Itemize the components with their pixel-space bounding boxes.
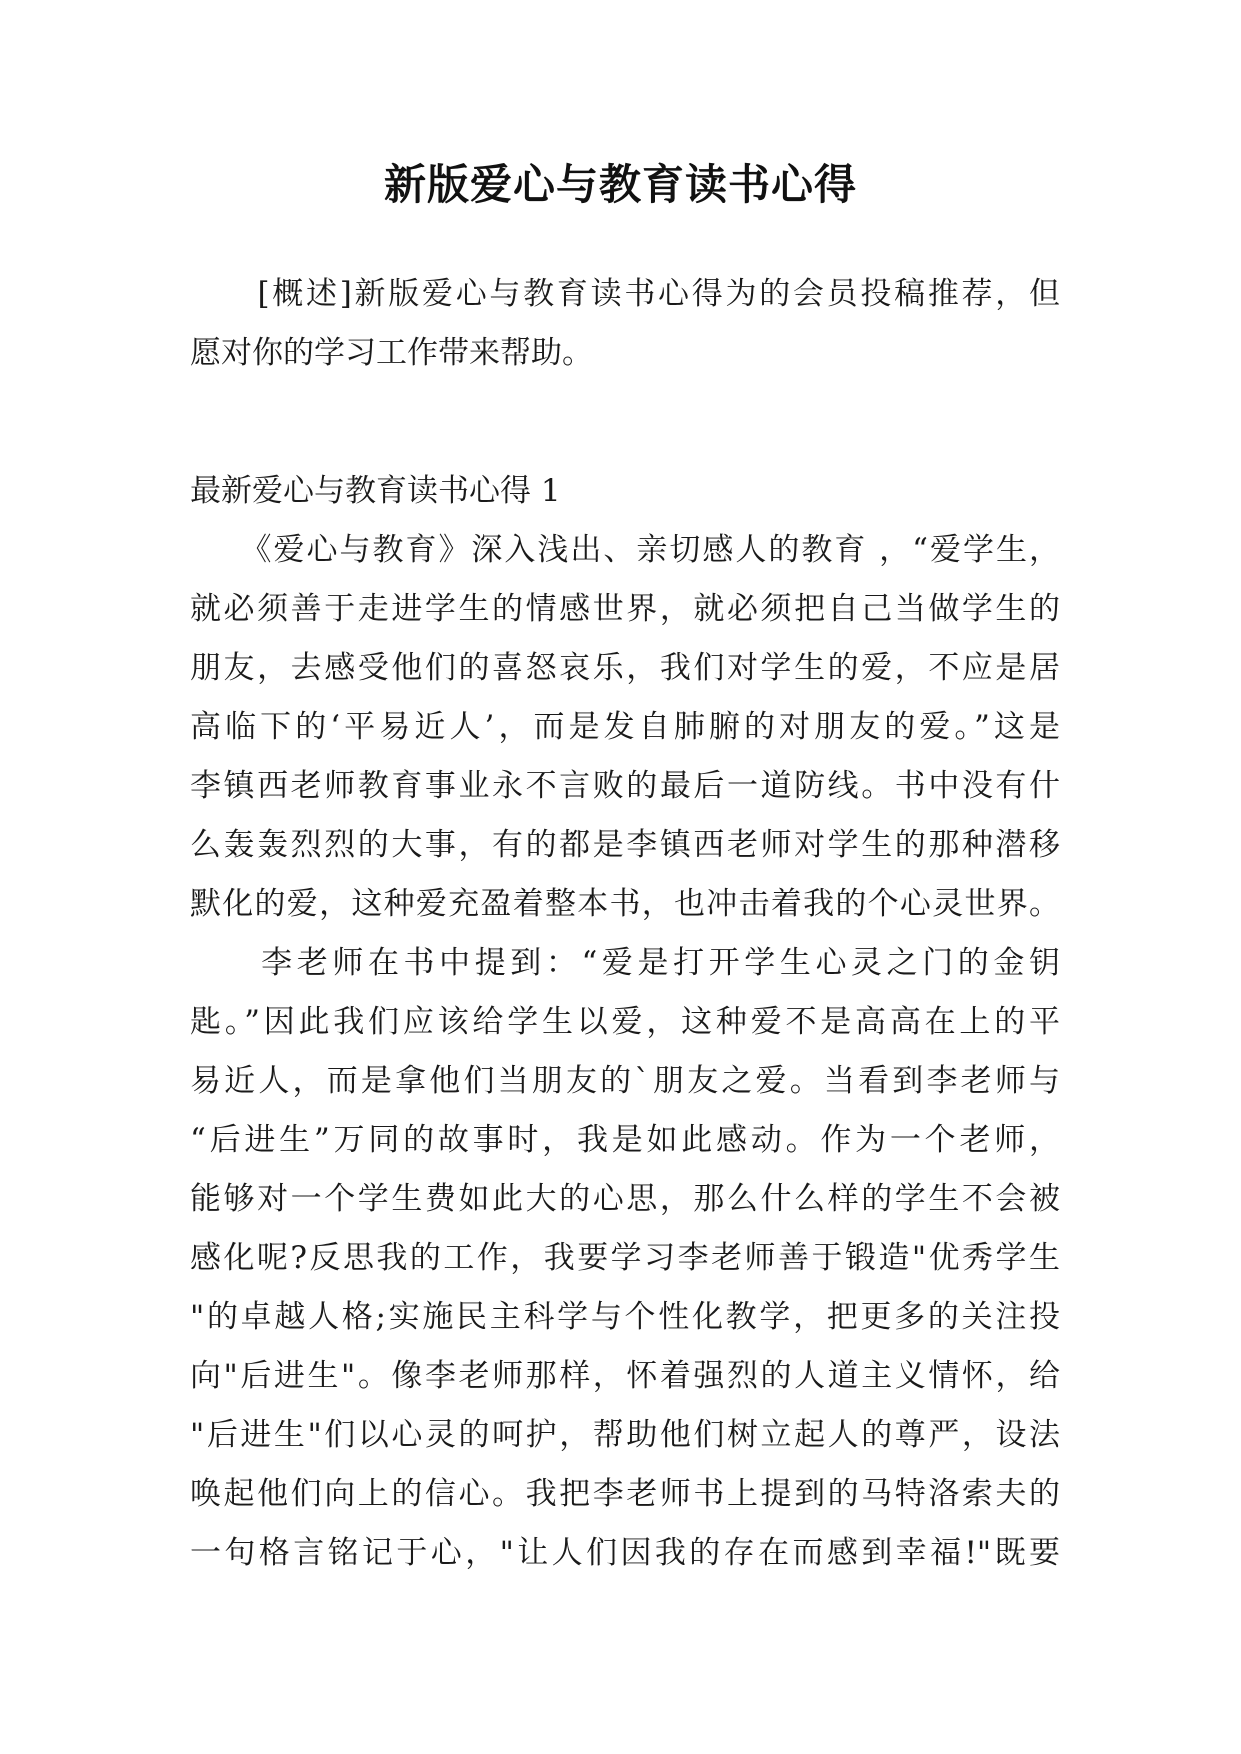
summary-paragraph bbox=[190, 265, 1060, 383]
text-line: 《爱心与教育》深入浅出、亲切感人的教育 ，“爱学生， bbox=[190, 532, 1060, 568]
text-line: 默化的爱，这种爱充盈着整本书，也冲击着我的个心灵世界。 bbox=[190, 886, 1060, 922]
text-line: 李老师在书中提到：“爱是打开学生心灵之门的金钥 bbox=[190, 945, 1060, 981]
text-line: 李镇西老师教育事业永不言败的最后一道防线。书中没有什 bbox=[190, 768, 1060, 804]
text-line: 匙。”因此我们应该给学生以爱，这种爱不是高高在上的平 bbox=[190, 1004, 1060, 1040]
text-line: 易近人，而是拿他们当朋友的`朋友之爱。当看到李老师与 bbox=[190, 1063, 1060, 1099]
text-line: 就必须善于走进学生的情感世界，就必须把自己当做学生的 bbox=[190, 591, 1060, 627]
paragraph-2 bbox=[190, 934, 1060, 1583]
text-line: 一句格言铭记于心，"让人们因我的存在而感到幸福!"既要 bbox=[190, 1535, 1060, 1571]
text-line: 能够对一个学生费如此大的心思，那么什么样的学生不会被 bbox=[190, 1181, 1060, 1217]
summary-line: 愿对你的学习工作带来帮助。 bbox=[190, 335, 593, 371]
text-line: "的卓越人格;实施民主科学与个性化教学，把更多的关注投 bbox=[190, 1299, 1060, 1335]
page-title: 新版爱心与教育读书心得 bbox=[383, 160, 857, 209]
text-line: 感化呢?反思我的工作，我要学习李老师善于锻造"优秀学生 bbox=[190, 1240, 1060, 1276]
section-heading: 最新爱心与教育读书心得 1 bbox=[190, 473, 561, 509]
text-line: 么轰轰烈烈的大事，有的都是李镇西老师对学生的那种潜移 bbox=[190, 827, 1060, 863]
text-line: “后进生”万同的故事时，我是如此感动。作为一个老师， bbox=[190, 1122, 1060, 1158]
summary-line: [概述]新版爱心与教育读书心得为的会员投稿推荐，但 bbox=[190, 276, 1060, 312]
text-line: 高临下的‘平易近人’，而是发自肺腑的对朋友的爱。”这是 bbox=[190, 709, 1060, 745]
paragraph-1 bbox=[190, 521, 1060, 934]
text-line: 唤起他们向上的信心。我把李老师书上提到的马特洛索夫的 bbox=[190, 1476, 1060, 1512]
text-line: 向"后进生"。像李老师那样，怀着强烈的人道主义情怀，给 bbox=[190, 1358, 1060, 1394]
text-line: "后进生"们以心灵的呵护，帮助他们树立起人的尊严，设法 bbox=[190, 1417, 1060, 1453]
text-line: 朋友，去感受他们的喜怒哀乐，我们对学生的爱，不应是居 bbox=[190, 650, 1060, 686]
